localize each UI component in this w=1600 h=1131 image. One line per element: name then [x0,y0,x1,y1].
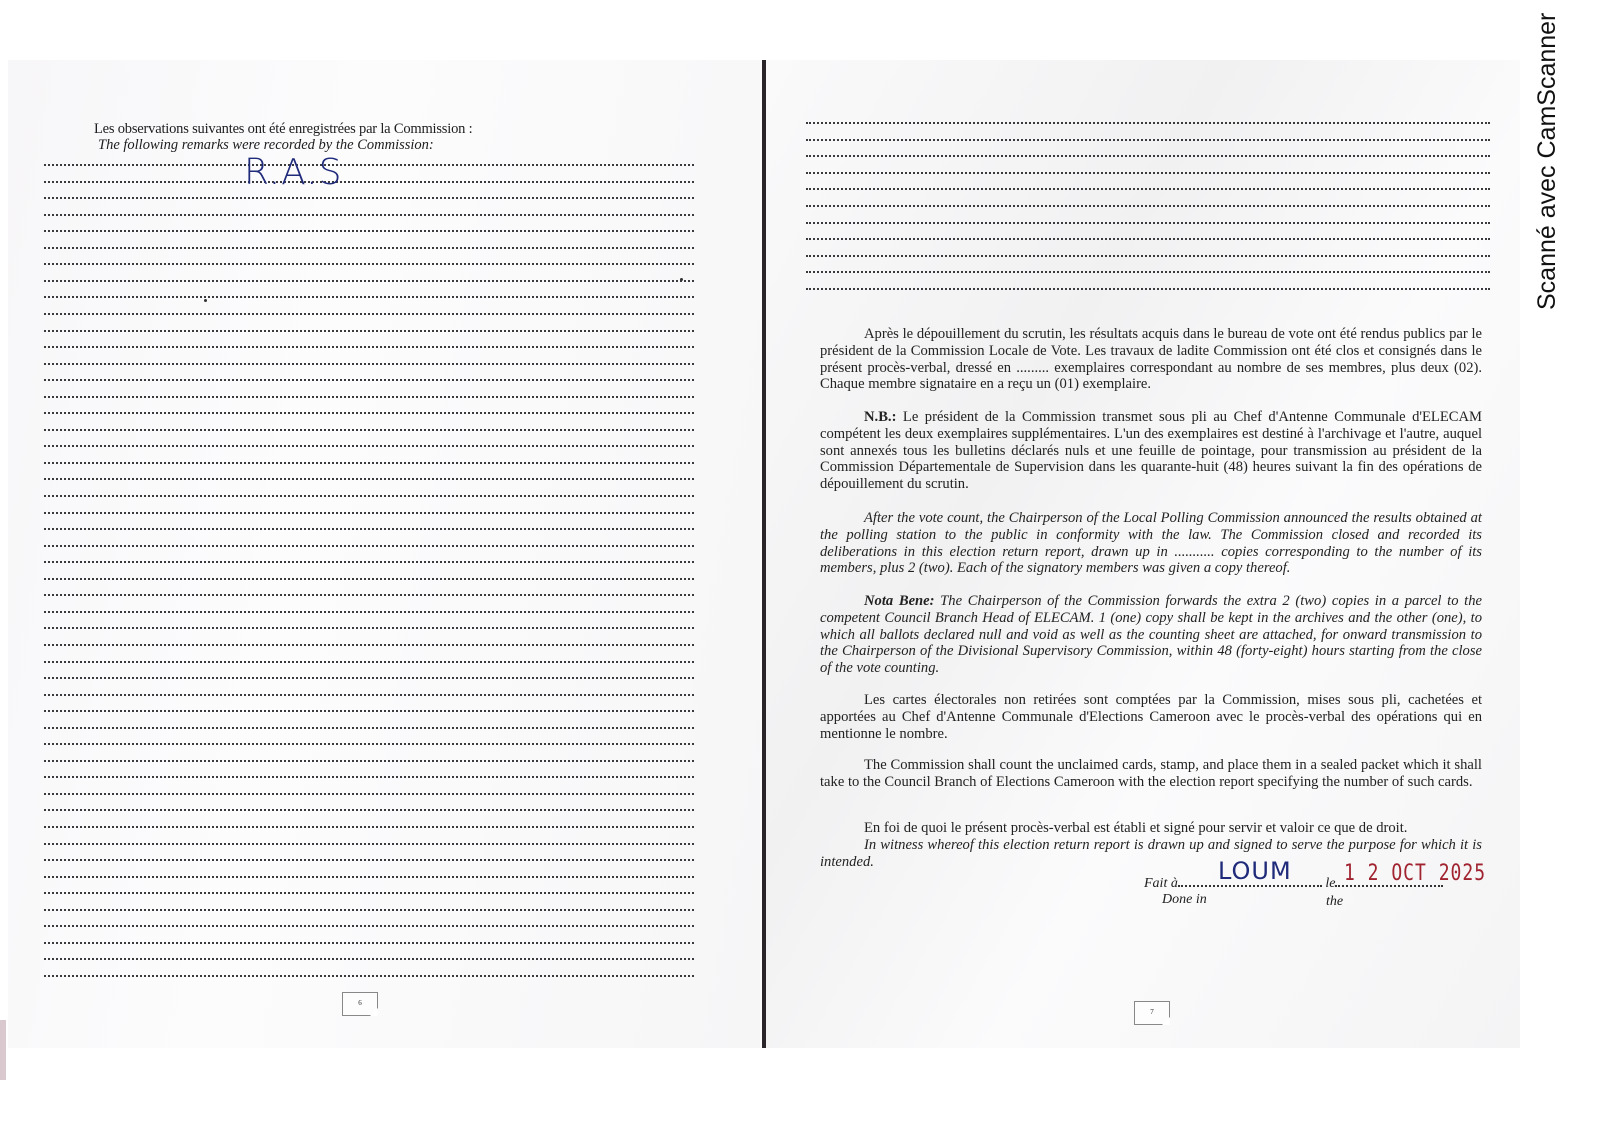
blank-dotted-line [44,644,694,646]
blank-dotted-line [44,330,694,332]
blank-dotted-line [806,288,1490,290]
remarks-blank-lines [44,164,694,984]
blank-dotted-line [44,296,694,298]
remarks-heading-en: The following remarks were recorded by the Commission: [98,137,434,153]
blank-dotted-line [44,495,694,497]
blank-dotted-line [44,545,694,547]
blank-dotted-line [44,363,694,365]
page-7 [766,60,1520,1048]
done-in-label: Done in [1162,892,1207,907]
blank-dotted-line [44,429,694,431]
blank-dotted-line [806,271,1490,273]
blank-dotted-line [44,843,694,845]
camscanner-watermark: Scanné avec CamScanner [1533,12,1561,310]
blank-dotted-line [44,445,694,447]
blank-dotted-line [44,594,694,596]
blank-dotted-line [44,197,694,199]
blank-dotted-line [44,412,694,414]
blank-dotted-line [44,561,694,563]
blank-dotted-line [806,172,1490,174]
date-stamp: 1 2 OCT 2025 [1344,860,1487,887]
blank-dotted-line [44,925,694,927]
blank-dotted-line [44,892,694,894]
blank-dotted-line [44,743,694,745]
blank-dotted-line [44,859,694,861]
the-label: the [1326,894,1344,909]
fait-a-label: Fait à [1144,876,1178,891]
handwritten-remark: R.A.S [244,152,343,193]
page-number-7: 7 [1134,1001,1170,1025]
blank-dotted-line [44,478,694,480]
blank-dotted-line [44,611,694,613]
paragraph-witness-fr: En foi de quoi le présent procès-verbal est établi et signé pour servir et valoir ce que de droit. [864,820,1408,836]
blank-dotted-line [806,188,1490,190]
blank-dotted-line [806,238,1490,240]
paragraph-cards-en: The Commission shall count the unclaimed cards, stamp, and place them in a sealed packet which it shall take to the Council Branch of Elections Cameroon with the election report specifying the number of such cards. [820,757,1482,790]
blank-dotted-line [44,826,694,828]
le-label: le [1325,876,1336,891]
blank-dotted-line [44,727,694,729]
ink-speck [204,299,207,302]
ink-speck [680,278,683,281]
blank-dotted-line [806,155,1490,157]
blank-dotted-line [44,975,694,977]
blank-dotted-line [44,263,694,265]
blank-dotted-line [806,222,1490,224]
scanned-document-spread [8,60,1520,1048]
blank-dotted-line [806,205,1490,207]
blank-dotted-line [44,247,694,249]
blank-dotted-line [44,909,694,911]
blank-dotted-line [44,164,694,166]
blank-dotted-line [44,710,694,712]
blank-dotted-line [44,677,694,679]
paragraph-results-en: After the vote count, the Chairperson of the Local Polling Commission announced the results obtained at the polling station to the public in conformity with the law. The Commission closed and recorded its deliberations in this election return report, drawn up in ........... copies corresponding to the number of its members, plus 2 (two). Each of the signatory members was given a copy thereof. [820,510,1482,577]
blank-dotted-line [44,346,694,348]
blank-dotted-line [44,280,694,282]
blank-dotted-line [44,958,694,960]
blank-dotted-line [806,122,1490,124]
blank-dotted-line [806,255,1490,257]
blank-dotted-line [44,214,694,216]
blank-dotted-line [44,512,694,514]
blank-dotted-line [44,627,694,629]
blank-dotted-line [44,661,694,663]
blank-dotted-line [44,230,694,232]
blank-dotted-line [44,379,694,381]
blank-dotted-line [806,139,1490,141]
blank-dotted-line [44,313,694,315]
continuation-blank-lines [806,122,1490,307]
blank-dotted-line [44,462,694,464]
blank-dotted-line [44,809,694,811]
paragraph-nb-fr: N.B.: Le président de la Commission transmet sous pli au Chef d'Antenne Communale d'ELECAM compétent les deux exemplaires supplémentaires. L'un des exemplaires est destiné à l'archivage et l'autre, auquel sont annexés tous les bulletins déclarés nuls et une feuille de pointage, pour transmission au président de la Commission Départementale de Supervision dans les quarante-huit (48) heures suivant la fin des opérations de dépouillement du scrutin. [820,409,1482,493]
paragraph-results-fr: Après le dépouillement du scrutin, les résultats acquis dans le bureau de vote ont été rendus publics par le président de la Commission Locale de Vote. Les travaux de ladite Commission ont été clos et consignés dans le présent procès-verbal, dressé en ......... exemplaires correspondant au nombre de ses membres, plus deux (02). Chaque membre signataire en a reçu un (01) exemplaire. [820,326,1482,393]
paragraph-cards-fr: Les cartes électorales non retirées sont comptées par la Commission, mises sous pli, cachetées et apportées au Chef d'Antenne Communale d'Elections Cameroon avec le procès-verbal des opérations qui en mentionne le nombre. [820,692,1482,742]
blank-dotted-line [44,694,694,696]
handwritten-place: LOUM [1218,857,1292,885]
blank-dotted-line [44,776,694,778]
blank-dotted-line [44,528,694,530]
page-number-6: 6 [342,992,378,1016]
blank-dotted-line [44,942,694,944]
blank-dotted-line [44,181,694,183]
blank-dotted-line [44,793,694,795]
remarks-heading-fr: Les observations suivantes ont été enregistrées par la Commission : [94,121,473,137]
blank-dotted-line [44,396,694,398]
paragraph-witness-en: In witness whereof this election return report is drawn up and signed to serve the purpose for which it is intended. [820,837,1482,870]
paragraph-nota-bene-en: Nota Bene: The Chairperson of the Commission forwards the extra 2 (two) copies in a parcel to the competent Council Branch Head of ELECAM. 1 (one) copy shall be kept in the archives and the other (one), to which all ballots declared null and void as well as the counting sheet are attached, for onward transmission to the Chairperson of the Divisional Supervisory Commission, within 48 (forty-eight) hours starting from the close of the vote counting. [820,593,1482,677]
blank-dotted-line [44,876,694,878]
page-6 [8,60,760,1048]
blank-dotted-line [44,578,694,580]
blank-dotted-line [44,760,694,762]
page-edge [0,1020,6,1080]
